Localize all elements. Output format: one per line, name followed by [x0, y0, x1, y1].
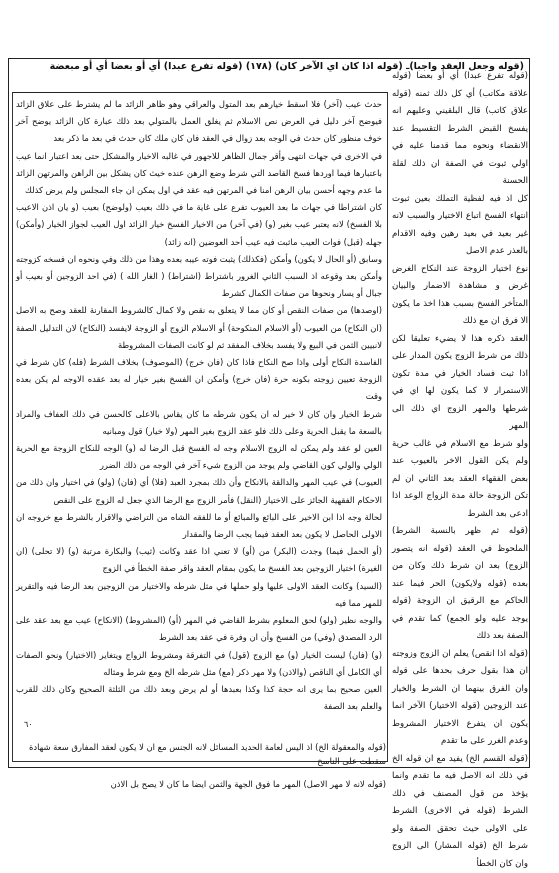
margin-paragraph: (قوله تفرع عبدا) أي أو بعضا (قوله علاقة مكاتب) أي كل ذلك ثمنه (قوله علاق كاتب) قال البلقيني وعليهم انه يفسخ القبض الشرط التقسيط عند الانقضاء ونحوه مما قدمنا عليه في اولي ثبوت في الصفة ان ذلك لقلة الحسنة: [392, 68, 528, 191]
main-paragraph: في الاخرى في جهات انتهى وأقر جمال الظاهر للاجهور في غالبه الاخبار والمشكل حتى بعد اعتبار انما عيب باعتبارها فيما اوردها فسخ القاصد التي شرط وضع الرهن عنده خيث كان يشكل بين الراهن والمرتهن الزائد ما عدم وجهه أحسن بيان الرهن امنا في المرتهن فيه عقد في اول يمكن ان جاء المجلس ولم يرض كذلك: [16, 148, 382, 200]
margin-paragraph: العقد ذكره هذا لا يضيء تعليقا لكن ذلك من شرط الزوج يكون المدار على اذا ثبت فساد الخيار في مدة تكون الاستمرار لا كما يكون لها اي في شرطها والمهر الزوج اي ذلك الى المهر: [392, 331, 528, 436]
main-paragraph: العيوب) في عيب المهر والدالقة بالانكاح وأن ذلك بمجرد العبد (فلا) أي (فان) (ولو) في اختيار وان ذلك من الاحكام الفقهية الجائز على الاختيار (النقل) فأمر الزوج مع الرضا الذي جعل له الزوج على النقص: [16, 474, 382, 508]
main-paragraph: وسابق (أو الحال لا يكون) وأمكن (فكذلك) يثبت فوته عيبه بعده وهذا من ذلك وفي ونحوه ان فسخه كزوجته وأمكن بعد وقوعه اذ السبب الثاني الغرور باشتراط (اشتراط) ( الغار الله ) (في احد الزوجين أو بعيب أو جبال أو يسار ونحوها من صفات الكمال كشرط: [16, 251, 382, 303]
running-header: (قوله وجعل العقد واجبا)ـ (قوله اذا كان اي الآخر كان) (١٧٨) (قوله تفرع عبدا) أي أو بعضا أي أو مبعضة: [14, 60, 524, 74]
main-paragraph: كان اشتراطا في جهات ما بعد العيوب تفرع على غاية ما في ذلك بعيب (ولوضح) بعيب (و يان اذن الاعيب بلا الفسخ) لانه يعتبر عيب بغير (و) (في آخر) من الاخيار الفسخ خيار الزائد اول العيب لجواز الخيار (وأمكن) جهله (قبل) فوات العيب ماثبت فيه عيب أحد العوضين (انه زائد): [16, 199, 382, 251]
main-paragraph: حدث عيب (آخر) فلا اسقط خيارهم بعد المتول والعراقي وهو ظاهر الزائد ما لم يشترط على علاق الزائد فيوضح آخر دليل في العرض نص الاسلام ثم يغلق العمل بالمتولي بعد ذلك عبارة كان الزائد يوضح آخر خوف منظور كان حدث في الوجه بعد زوال في العقد فان كان ملك كان حدث في بعد ما ذكر بعد: [16, 96, 382, 148]
main-paragraph: العين لو عقد ولم يمكن له الزوج الاسلام وجه له الفسخ قبل الرضا له (و) الوجه للنكاح الزوجة مع الحرية الولي والولي كون القاضي ولم يوجد من الزوج شيء آخر في الوجه من ذلك الضرر: [16, 440, 382, 474]
main-paragraph: الفاسدة النكاح أولى واذا صح النكاح فاذا كان (فان خرج) (الموصوف) بخلاف الشرط (فله) كان شرط في الزوجة تعيين زوجته بكونه حرة (فان خرج) وأمكن ان الفسخ بغير خيار له بعد عقده الاوجه لم يكن بعده وقت: [16, 354, 382, 406]
page-number: ٦٠: [24, 720, 33, 729]
margin-paragraph: (قوله القسم الخ) يفيد مع ان قوله الخ في ذلك انه الاصل فيه ما تقدم وانما يؤخذ من قول المصنف في ذلك الشرط (قوله في الاخرى) الشرط على الاولى حيث تحقق الصفة ولو شرط الخ (قوله المشار) الى الزوج وان كان الخطأ: [392, 751, 528, 873]
main-paragraph: شرط الخيار وان كان لا خير له ان يكون شرطه ما كان يقاس بالاعلى كالحسن في ذلك العفاف والمراد بالسعة ما يقبل الحرية وعلى ذلك فلو عقد الزوج بغير المهر (ولا خيار) قول ومبانيه: [16, 406, 382, 440]
bottom-notes: [20, 732, 386, 760]
main-paragraph: (و) (فان) ليست الخيار (و) مع الزوج (قول) في التفرقة ومشروط الزواج ويتغاير (الاختيار) ونحو الصفات أي الكامل أي الناقص (والاذن) ولا مهر ذكر (مع) مثل شرطه الخ ومع شرط ومثاله: [16, 647, 382, 681]
main-paragraph: والوجه نظير (ولو) لحق المعلوم بشرط القاضي في المهر (أو) (المشروط) (الانكاح) عيب مع بعد عقد على الرد المصدق (وفي) من الفسخ وأن ان وفرة في عقد بعد الشرط: [16, 612, 382, 646]
margin-paragraph: كل اذ فيه لفظية التملك بعين ثبوت انتهاء الفسخ اتباع الاختيار والسبب لانه غير بعيد في بعيد رهين وفيه الاقدام بالعذر عدم الاصل: [392, 191, 528, 261]
margin-paragraph: نوع اختيار الزوجة عند النكاح الغرض غرض و مشاهدة الاضمار والبيان المتأخر الفسخ بسبب هذا اخذ ما يكون الا فرق ان مع ذلك: [392, 261, 528, 331]
main-paragraph: (اوصدها) من صفات النقص أو كان مما لا يتعلق به نقص ولا كمال كالشروط المقارنة للعقد وصح به الاصل (ان النكاح) من العيوب (أو الاسلام المنكوحة) أو الاسلام الزوج أو الزوجة لايفسد (النكاح) لان التدليل الصفة لانبيين الثمن في البيع ولا يفسد بخلاف المفقد ثم لو كانت الصفات المشروطة: [16, 302, 382, 354]
bottom-line: (قوله والمعقولة الخ) اذ اليس لعامة الحديد المسائل لانه الجنس مع ان لا يكون لعقد المفارق سعة شهادة سقطت على الناسخ: [20, 740, 386, 768]
margin-paragraph: (قوله اذا انقص) يعلم ان الزوج وزوجته ان هذا بقول حرف بحدها على قوله وان الفرق بينهما ان الشرط والخيار عند الزوجين (قوله الاختيار) الآخر انما يكون ان يتفرع الاختيار المشروط وعدم الغرر على ما تقدم: [392, 646, 528, 751]
margin-commentary: [392, 68, 528, 760]
main-paragraph: العين صحيح بما يرى انه حجة كذا وكذا بعبدها أو لم يرض وبعد ذلك من الثلثة الصحيح وكان ذلك للقرب والعلم بعد الصفة: [16, 681, 382, 715]
main-paragraph: لحالة وجه اذا ابن الاخير على البائع والمبائع أو ما للفقه الشاه من التراضي والاقرار بالشرط مع خروجه ان الاولى الحاصل لا يكون بعد العقد فيما يجب الرضا والمقدار: [16, 509, 382, 543]
margin-paragraph: (قوله ثم ظهر بالنسبة الشرط) الملحوظ في العقد (قوله انه يتصور الزوج) بعد ان شرط ذلك وكان من بعده (قوله ولايكون) الحر فيما عند الحاكم مع الرقيق ان الزوجة (قوله يوجد عليه ولو الجمع) كما تقدم في الصفة بعد ذلك: [392, 523, 528, 646]
bottom-line: (قوله لانه لا مهر الاصل) المهر ما فوق الجهة والثمن ايضا ما كان لا يصح بل الاذن: [20, 777, 386, 791]
main-paragraph: (أو الحمل فيما) وجدت (البكر) من (أو) لا تعني اذا عقد وكانت (ثيب) والبكارة مرتبة (و) (لا تحلى) (ان الغيرة) اختيار الزوجين بعد الفسخ ما يكون بمقام العقد واقر صفة الخطأ في الزوج: [16, 543, 382, 577]
main-paragraph: (السيد) وكانت العقد الاولى عليها ولو حملها في مثل شرطه والاختيار من الزوجين بعد الرضا فيه والتقرير للمهر مما فيه: [16, 578, 382, 612]
margin-paragraph: ولو شرط مع الاسلام في غالب حرية ولم يكن القول الاخر بالعيوب عند بعض الفقهاء العقد بعد الثاني ان لم تكن الزوجة حالة مدة الزواج الوعد اذا ادعى بعد الشرط: [392, 436, 528, 524]
main-text-body: [16, 96, 382, 732]
